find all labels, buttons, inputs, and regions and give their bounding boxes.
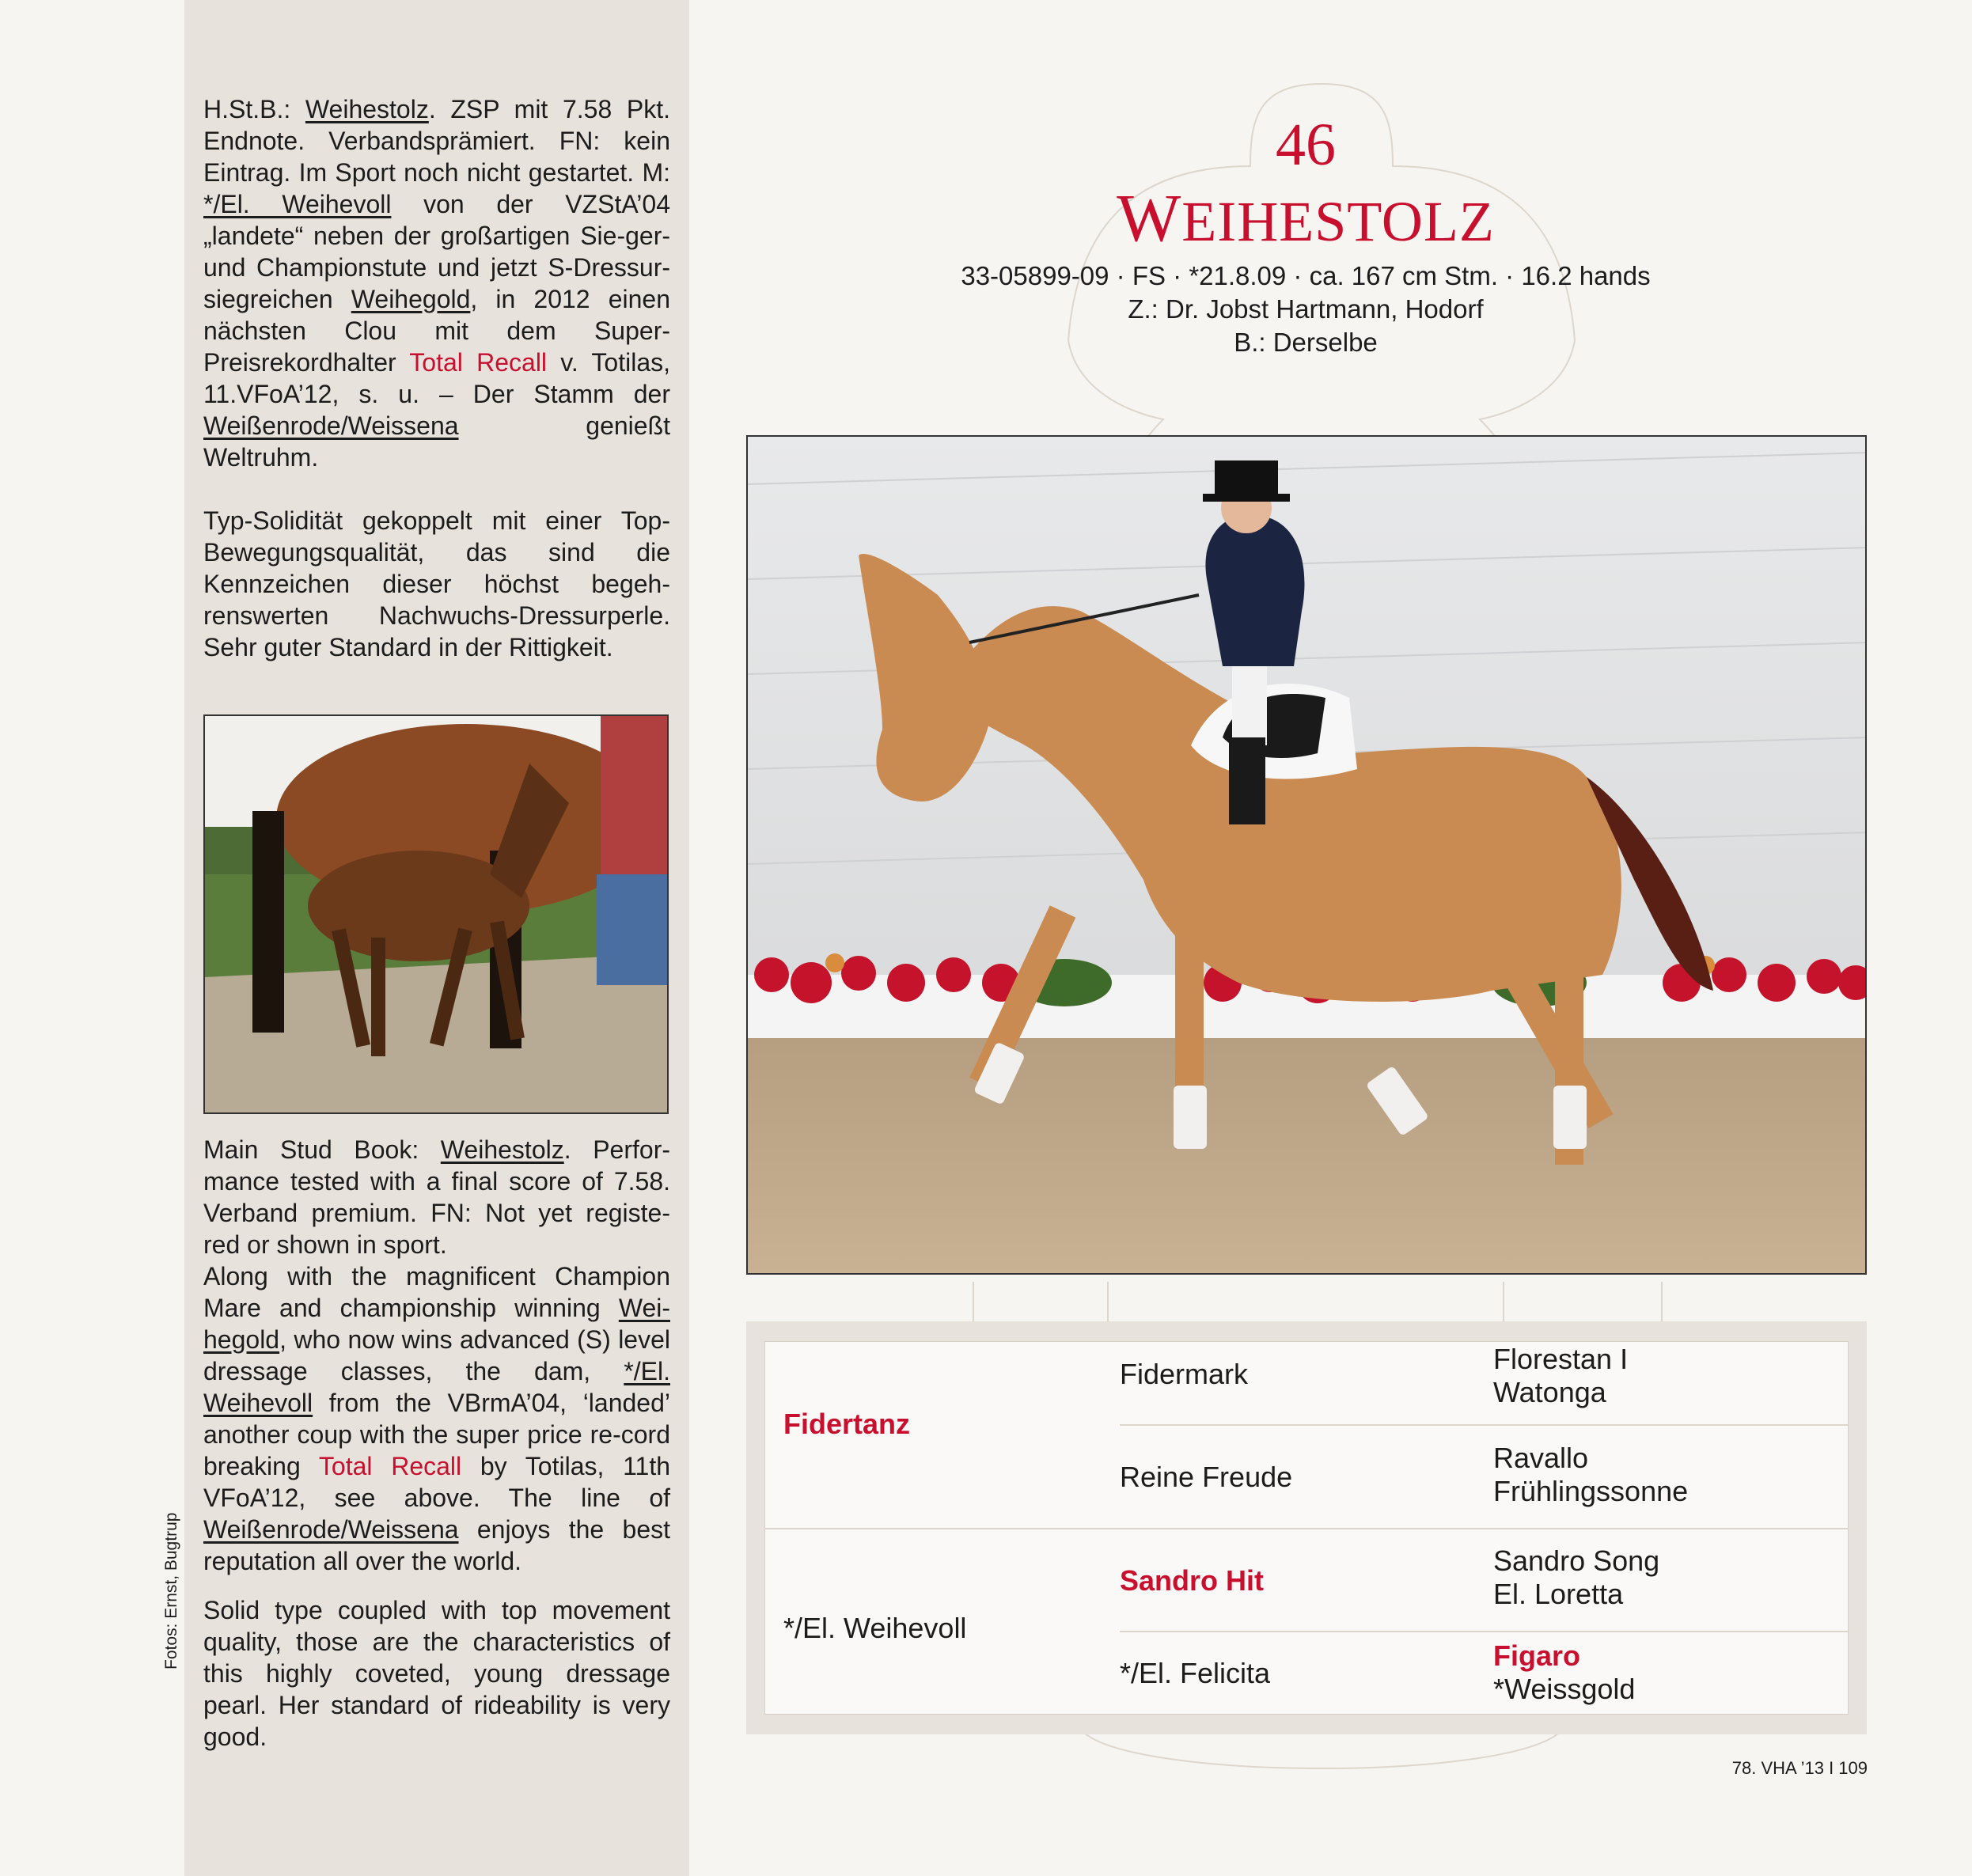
- pedigree-g3-7: Figaro: [1493, 1639, 1581, 1672]
- link-weihevoll-en: */El. Weihevoll: [203, 1357, 670, 1417]
- pedigree-divider: [1120, 1631, 1848, 1632]
- german-text: [203, 93, 670, 663]
- pedigree-dam: */El. Weihevoll: [783, 1612, 967, 1644]
- horse-details: 33-05899-09 · FS · *21.8.09 · ca. 167 cm Stm. · 16.2 hands: [961, 261, 1651, 290]
- pedigree-g3-1: Florestan I: [1493, 1343, 1629, 1375]
- link-weihevoll: */El. Weihevoll: [203, 190, 392, 218]
- english-paragraph-1: Main Stud Book: Weihestolz. Perfor-mance tested with a final score of 7.58. Verband premium. FN: Not yet registe-red or shown in sport. Along with the magnificent Champion Mare and championship winning Wei-hegold, who now wins advanced (S) level dressage classes, the dam, */El. Weihevoll from the VBrmA’04, ‘landed’ another coup with the super price re-cord breaking Total Recall by Totilas, 11th VFoA’12, see above. The line of Weißenrode/Weissena enjoys the best reputation all over the world.: [203, 1135, 670, 1575]
- dressage-horse-photo: [746, 435, 1867, 1275]
- horse-name: WEIHESTOLZ: [1117, 180, 1495, 256]
- link-weissenrode: Weißenrode/Weissena: [203, 411, 459, 440]
- pedigree-g3-5: Sandro Song: [1493, 1544, 1660, 1577]
- german-paragraph-1: H.St.B.: Weihestolz. ZSP mit 7.58 Pkt. Endnote. Verbandsprämiert. FN: kein Eintrag. Im Sport noch nicht gestartet. M: */El. Weihevoll von der VZStA’04 „landete“ neben der großartigen Sie-ger- und Championstute und jetzt S-Dressur-siegreichen Weihegold, in 2012 einen nächsten Clou mit dem Super-Preisrekordhalter Total Recall v. Totilas, 11.VFoA’12, s. u. – Der Stamm der Weißenrode/Weissena genießt Weltruhm.: [203, 95, 671, 472]
- pedigree-g3-6: El. Loretta: [1493, 1578, 1624, 1610]
- pedigree-dam-dam: */El. Felicita: [1120, 1657, 1271, 1689]
- pedigree-sire-dam: Reine Freude: [1120, 1461, 1293, 1493]
- link-weihestolz-en: Weihestolz: [440, 1135, 564, 1164]
- highlight-total-recall: Total Recall: [409, 348, 548, 377]
- german-paragraph-2: Typ-Solidität gekoppelt mit einer Top-Bewegungsqualität, das sind die Kennzeichen dieser höchst begeh-renswerten Nachwuchs-Dressurperle. Sehr guter Standard in der Rittigkeit.: [203, 506, 670, 661]
- pedigree-sire: Fidertanz: [783, 1408, 911, 1440]
- lot-number: 46: [1276, 112, 1336, 178]
- page-footer: 78. VHA ’13 I 109: [1731, 1758, 1868, 1778]
- highlight-total-recall-en: Total Recall: [318, 1452, 462, 1480]
- link-weihestolz: Weihestolz: [305, 95, 429, 123]
- pedigree-g3-3: Ravallo: [1493, 1442, 1589, 1474]
- owner-line: B.: Derselbe: [1234, 328, 1378, 357]
- mare-and-foal-photo: [203, 714, 669, 1114]
- pedigree-divider: [764, 1528, 1849, 1529]
- link-weissenrode-en: Weißenrode/Weissena: [203, 1515, 459, 1544]
- english-text: [203, 1134, 670, 1753]
- link-weihegold-en: Wei-hegold: [203, 1294, 670, 1354]
- photo-credit: Fotos: Ernst, Bugtrup: [162, 1512, 180, 1669]
- pedigree-divider: [1120, 1424, 1848, 1426]
- pedigree-g3-8: *Weissgold: [1493, 1673, 1636, 1705]
- link-weihegold: Weihegold: [351, 285, 471, 313]
- pedigree-sire-sire: Fidermark: [1120, 1358, 1249, 1390]
- pedigree-g3-2: Watonga: [1493, 1376, 1606, 1408]
- pedigree-dam-sire: Sandro Hit: [1120, 1564, 1265, 1597]
- pedigree-g3-4: Frühlingssonne: [1493, 1475, 1689, 1507]
- english-paragraph-2: Solid type coupled with top movement quality, those are the characteristics of this highly coveted, young dressage pearl. Her standard of rideability is very good.: [203, 1596, 670, 1751]
- breeder-line: Z.: Dr. Jobst Hartmann, Hodorf: [1128, 294, 1484, 324]
